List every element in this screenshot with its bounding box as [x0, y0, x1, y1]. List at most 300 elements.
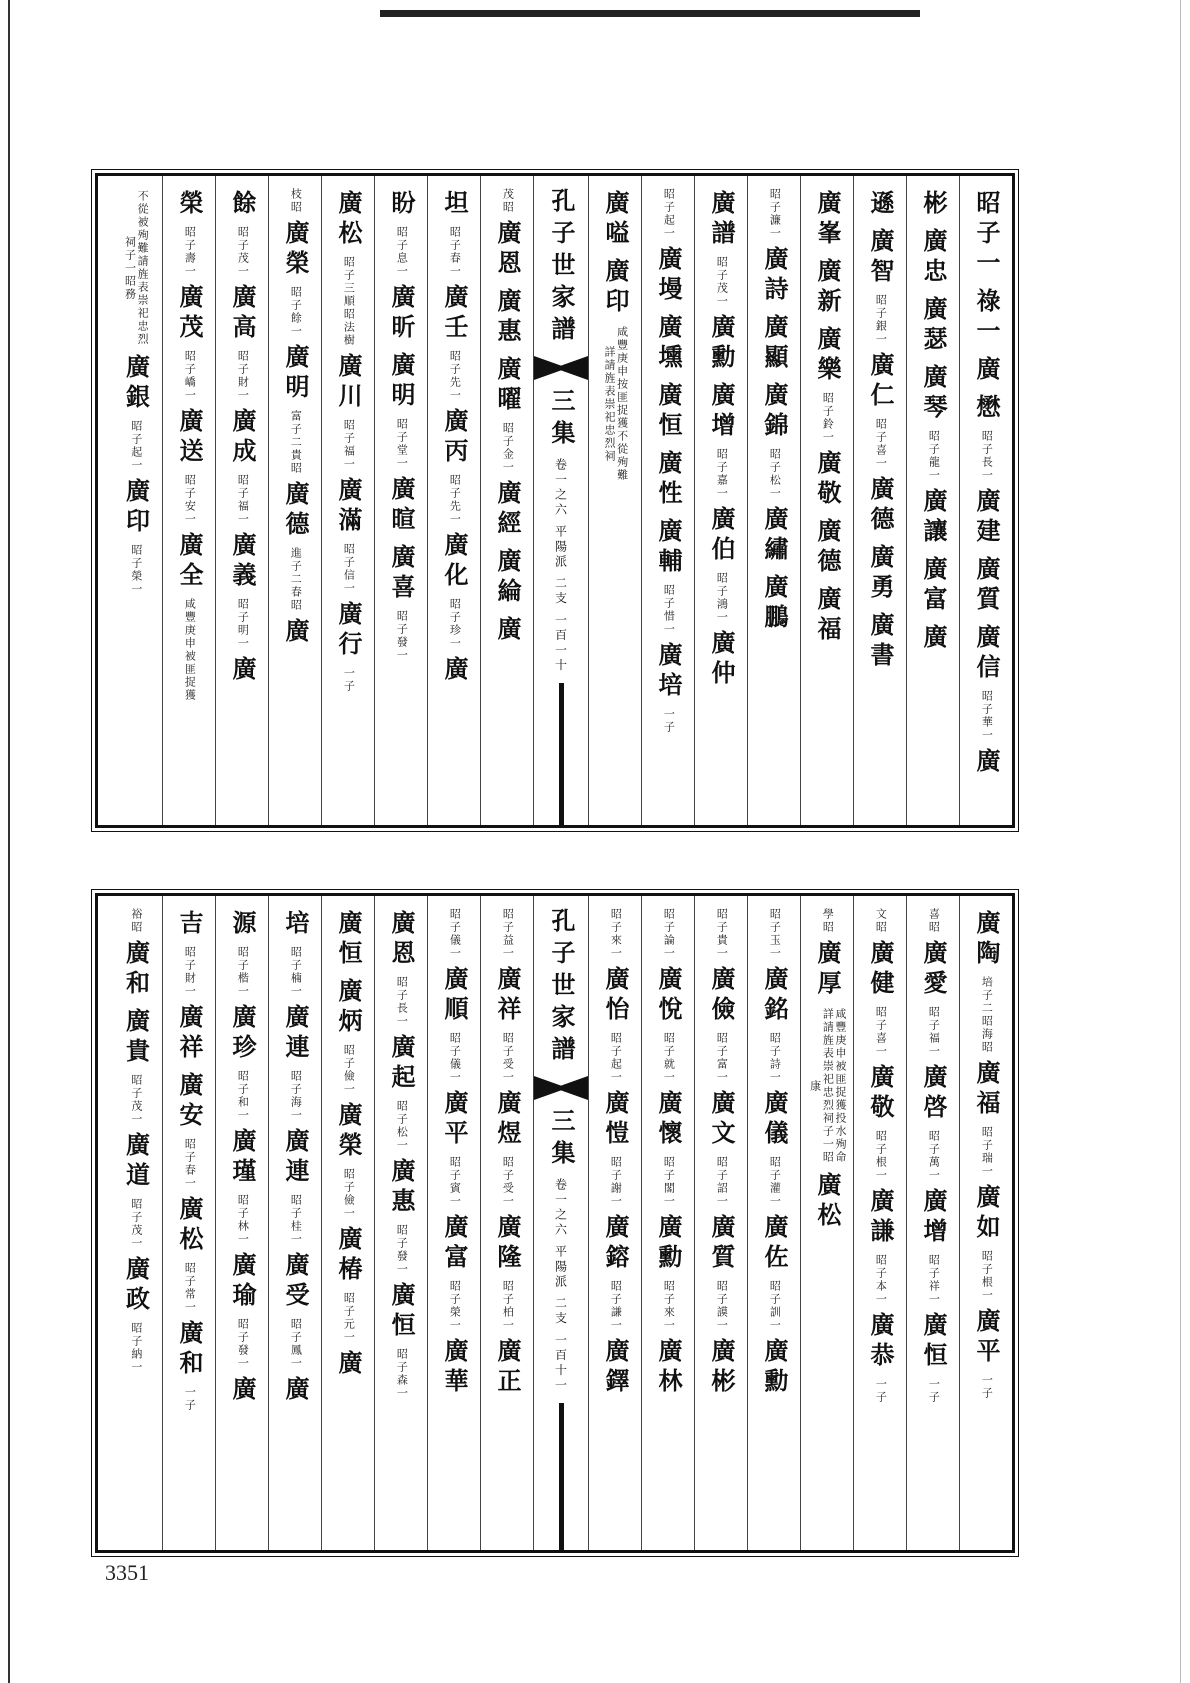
- person-name: 廣瑟: [919, 296, 948, 356]
- person-name: 廣松: [813, 1172, 842, 1232]
- lower-columns: [98, 896, 1012, 1550]
- lineage-note: 昭子惜一: [662, 584, 676, 636]
- upper-left-column: [109, 176, 162, 825]
- person-name: 廣: [228, 656, 257, 686]
- book-spine-column: [533, 896, 588, 1550]
- lineage-note: 昭子春一: [183, 1138, 197, 1190]
- person-name: 廣連: [281, 1004, 310, 1064]
- person-name: 廣和: [121, 940, 151, 1000]
- book-title: 孔子世家譜: [547, 188, 576, 348]
- lineage-note: 昭子謝一: [609, 1156, 623, 1208]
- lineage-note: 昭子茂一: [715, 256, 729, 308]
- lower-left-column: [268, 896, 321, 1550]
- person-name: 廣順: [440, 966, 469, 1026]
- lineage-note: 昭子壽一: [183, 226, 197, 278]
- person-name: 吉: [175, 910, 204, 940]
- person-name: 廣起: [387, 1034, 416, 1094]
- person-name: 廣經: [493, 480, 522, 540]
- person-name: 廣富: [919, 556, 948, 616]
- person-name: 廣鵬: [760, 574, 789, 634]
- person-name: 源: [228, 910, 257, 940]
- person-name: 廣佐: [760, 1214, 789, 1274]
- upper-left-column: [427, 176, 480, 825]
- person-name: 廣富: [440, 1214, 469, 1274]
- lineage-note: 昭子發一: [395, 610, 409, 662]
- person-name: 廣錦: [760, 382, 789, 442]
- lineage-note: 昭子喜一: [874, 418, 888, 470]
- lineage-note: 昭子松一: [768, 448, 782, 500]
- lineage-note: 昭子祥一: [927, 1254, 941, 1306]
- person-name: 廣榮: [334, 1102, 363, 1162]
- upper-right-column: [800, 176, 853, 825]
- lineage-note: 昭子常一: [183, 1262, 197, 1314]
- lower-left-column: [374, 896, 427, 1550]
- lineage-note: 學昭: [821, 908, 835, 934]
- person-name: 廣如: [972, 1184, 1001, 1244]
- person-name: 廣茂: [175, 284, 204, 344]
- person-name: 廣壎: [654, 314, 683, 374]
- lineage-note: 昭子息一: [395, 226, 409, 278]
- column-entries: [428, 896, 480, 1402]
- lineage-note: 昭子詔一: [715, 1156, 729, 1208]
- lineage-note: 昭子謙一: [609, 1280, 623, 1332]
- lower-right-column: [906, 896, 959, 1550]
- upper-genealogy-table: [95, 173, 1015, 828]
- lineage-note: 昭子茂一: [129, 1198, 143, 1250]
- column-entries: [960, 176, 1012, 782]
- person-name: 廣陶: [972, 910, 1001, 970]
- person-name: 廣謙: [866, 1188, 895, 1248]
- person-name: 廣貴: [121, 1008, 151, 1068]
- lineage-note: 昭子林一: [236, 1194, 250, 1246]
- person-name: 廣恒: [919, 1312, 948, 1372]
- person-name: 廣隆: [493, 1214, 522, 1274]
- lineage-note: 一子: [183, 1386, 197, 1412]
- upper-left-column: [374, 176, 427, 825]
- lineage-note: 昭子起一: [662, 188, 676, 240]
- person-name: 廣惠: [387, 1158, 416, 1218]
- person-name: 廣建: [972, 488, 1001, 548]
- person-name: 廣勇: [866, 544, 895, 604]
- person-name: 廣惠: [493, 288, 522, 348]
- person-name: 廣銘: [760, 966, 789, 1026]
- lineage-note: 昭子和一: [236, 1070, 250, 1122]
- person-name: 彬: [919, 190, 948, 220]
- lineage-note: 昭子春一: [448, 226, 462, 278]
- lineage-note: 一子: [927, 1378, 941, 1404]
- column-entries: [322, 896, 374, 1384]
- person-name: 廣椿: [334, 1226, 363, 1286]
- lineage-note: 昭子海一: [289, 1070, 303, 1122]
- column-entries: [322, 176, 374, 695]
- fish-tail-mark: [534, 1076, 588, 1100]
- lineage-note: 昭子受一: [501, 1156, 515, 1208]
- lineage-note: 昭子財一: [236, 350, 250, 402]
- person-name: 昭子一: [972, 190, 1001, 280]
- lineage-note: 昭子起一: [129, 420, 143, 472]
- lineage-note: 昭子訓一: [768, 1280, 782, 1332]
- lineage-note: 昭子財一: [183, 946, 197, 998]
- person-name: 廣: [493, 616, 522, 646]
- column-entries: [163, 896, 215, 1414]
- person-name: 廣: [281, 618, 310, 648]
- person-name: 培: [281, 910, 310, 940]
- lower-right-column: [588, 896, 641, 1550]
- lineage-note: 進子二春昭: [289, 547, 303, 612]
- person-name: 遜: [866, 190, 895, 220]
- person-name: 廣勳: [760, 1338, 789, 1398]
- person-name: 廣: [334, 1350, 363, 1380]
- person-name: 廣成: [228, 408, 257, 468]
- upper-left-column: [162, 176, 215, 825]
- person-name: 廣性: [654, 450, 683, 510]
- person-name: 盼: [387, 190, 416, 220]
- person-name: 廣樂: [813, 326, 842, 386]
- person-name: 廣儀: [760, 1090, 789, 1150]
- column-entries: [907, 176, 959, 658]
- person-name: 廣鎔: [601, 1214, 630, 1274]
- person-name: 廣榮: [281, 220, 310, 280]
- lineage-note: 昭子餘一: [289, 286, 303, 338]
- lineage-note: 昭子貴一: [715, 908, 729, 960]
- column-entries: [375, 896, 427, 1402]
- lineage-note: 昭子就一: [662, 1032, 676, 1084]
- lineage-note: 昭子長一: [980, 430, 994, 482]
- column-entries: [748, 896, 800, 1402]
- person-name: 廣炳: [334, 978, 363, 1038]
- column-entries: [269, 896, 321, 1410]
- person-name: 廣曜: [493, 356, 522, 416]
- column-entries: [428, 176, 480, 690]
- column-entries: [642, 176, 694, 736]
- person-name: 廣綸: [493, 548, 522, 608]
- column-entries: [163, 176, 215, 704]
- column-entries: [109, 896, 162, 1376]
- lineage-note: 昭子灌一: [768, 1156, 782, 1208]
- person-name: 廣悅: [654, 966, 683, 1026]
- person-name: 廣仁: [866, 352, 895, 412]
- lineage-note: 喜昭: [927, 908, 941, 934]
- person-name: 廣化: [440, 532, 469, 592]
- person-name: 廣祥: [493, 966, 522, 1026]
- person-name: 廣質: [707, 1214, 736, 1274]
- lineage-note: 昭子發一: [395, 1224, 409, 1276]
- lineage-note: 昭子松一: [395, 1100, 409, 1152]
- lineage-note: 昭子益一: [501, 908, 515, 960]
- person-name: 廣怡: [601, 966, 630, 1026]
- person-name: 廣印: [121, 478, 151, 538]
- lineage-note: 昭子儀一: [448, 908, 462, 960]
- column-entries: [109, 176, 162, 598]
- top-scan-mark: [380, 10, 920, 17]
- person-name: 廣昕: [387, 284, 416, 344]
- person-name: 廣恩: [387, 910, 416, 970]
- person-name: 廣敬: [866, 1064, 895, 1124]
- lineage-note: 一子: [342, 667, 356, 693]
- person-name: 廣道: [121, 1132, 151, 1192]
- person-name: 廣: [919, 624, 948, 654]
- column-entries: [375, 176, 427, 664]
- lineage-note: 昭子楷一: [236, 946, 250, 998]
- person-name: 廣林: [654, 1338, 683, 1398]
- lower-right-column: [694, 896, 747, 1550]
- lineage-note: 昭子茂一: [236, 226, 250, 278]
- upper-right-column: [959, 176, 1012, 825]
- lineage-note: 一子: [874, 1378, 888, 1404]
- lineage-note: 培子二昭海昭: [980, 976, 994, 1054]
- book-title: 孔子世家譜: [547, 908, 576, 1068]
- person-name: 廣政: [121, 1256, 151, 1316]
- fish-tail-mark: [534, 356, 588, 380]
- person-name: 廣送: [175, 408, 204, 468]
- person-name: 廣恒: [334, 910, 363, 970]
- person-name: 廣安: [175, 1072, 204, 1132]
- lineage-note: 昭子根一: [980, 1250, 994, 1302]
- person-name: 坦: [440, 190, 469, 220]
- lineage-note: 富子二貴昭: [289, 410, 303, 475]
- volume-info: 卷一之六 平陽派 二支 一百一十: [553, 458, 568, 674]
- lower-left-column: [109, 896, 162, 1550]
- person-name: 廣明: [387, 352, 416, 412]
- lineage-note: 昭子來一: [662, 1280, 676, 1332]
- person-name: 廣嗌: [601, 190, 630, 250]
- person-name: 廣墁: [654, 246, 683, 306]
- lineage-note: 昭子受一: [501, 1032, 515, 1084]
- person-name: 廣滿: [334, 477, 363, 537]
- person-name: 懋: [972, 394, 1001, 424]
- person-name: 廣敬: [813, 450, 842, 510]
- lineage-note: 昭子鈴一: [821, 392, 835, 444]
- column-entries: [216, 896, 268, 1410]
- person-name: 廣壬: [440, 284, 469, 344]
- person-name: 廣明: [281, 344, 310, 404]
- lineage-note: 昭子瑞一: [980, 1126, 994, 1178]
- lineage-note: 昭子詩一: [768, 1032, 782, 1084]
- lineage-note: 昭子儀一: [448, 1032, 462, 1084]
- lineage-note: 昭子閣一: [662, 1156, 676, 1208]
- lineage-note: 昭子富一: [715, 1032, 729, 1084]
- person-name: 廣丙: [440, 408, 469, 468]
- person-name: 廣珍: [228, 1004, 257, 1064]
- person-name: 榮: [175, 190, 204, 220]
- volume-info: 卷一之六 平陽派 二支 一百十一: [553, 1178, 568, 1394]
- person-name: 廣德: [866, 476, 895, 536]
- upper-left-column: [480, 176, 533, 825]
- lineage-note: 昭子榮一: [129, 544, 143, 596]
- person-name: 廣高: [228, 284, 257, 344]
- lineage-note: 昭子堂一: [395, 418, 409, 470]
- person-name: 廣德: [813, 518, 842, 578]
- lower-right-column: [853, 896, 906, 1550]
- lower-left-column: [480, 896, 533, 1550]
- upper-right-column: [906, 176, 959, 825]
- person-name: 廣松: [334, 190, 363, 250]
- person-name: 廣暄: [387, 476, 416, 536]
- lineage-note: 昭子明一: [236, 598, 250, 650]
- person-name: 廣: [972, 356, 1001, 386]
- column-entries: [854, 896, 906, 1406]
- lineage-note: 昭子福一: [342, 419, 356, 471]
- person-name: 廣福: [972, 1060, 1001, 1120]
- person-name: 廣勳: [654, 1214, 683, 1274]
- person-name: 廣印: [601, 258, 630, 318]
- lineage-note: 咸豐庚申按匪捉獲不從殉難詳請旌表崇祀忠烈祠: [603, 326, 629, 482]
- person-name: 廣全: [175, 532, 204, 592]
- upper-columns: [98, 176, 1012, 825]
- lineage-note: 昭子榮一: [448, 1280, 462, 1332]
- lineage-note: 昭子論一: [662, 908, 676, 960]
- person-name: 廣祥: [175, 1004, 204, 1064]
- lineage-note: 昭子福一: [236, 474, 250, 526]
- volume-mark: 三集: [547, 388, 576, 452]
- person-name: 廣智: [866, 228, 895, 288]
- lineage-note: 昭子濂一: [768, 188, 782, 240]
- person-name: 廣恒: [654, 382, 683, 442]
- person-name: 廣譜: [707, 190, 736, 250]
- upper-right-column: [694, 176, 747, 825]
- person-name: 廣顯: [760, 314, 789, 374]
- lineage-note: 昭子根一: [874, 1130, 888, 1182]
- lineage-note: 昭子嘉一: [715, 448, 729, 500]
- lineage-note: 昭子柏一: [501, 1280, 515, 1332]
- lineage-note: 咸豐庚申被匪捉獲投水殉命詳請旌表崇祀忠烈祠子一昭康: [808, 1008, 847, 1164]
- person-name: 廣松: [175, 1196, 204, 1256]
- column-entries: [801, 896, 853, 1236]
- lineage-note: 昭子來一: [609, 908, 623, 960]
- spine-rule: [559, 683, 564, 825]
- person-name: 廣增: [919, 1188, 948, 1248]
- lower-left-column: [321, 896, 374, 1550]
- lineage-note: 昭子先一: [448, 474, 462, 526]
- person-name: 廣: [228, 1376, 257, 1406]
- lineage-note: 昭子儉一: [342, 1168, 356, 1220]
- lineage-note: 昭子信一: [342, 543, 356, 595]
- person-name: 廣書: [866, 612, 895, 672]
- person-name: 廣福: [813, 586, 842, 646]
- person-name: 廣: [440, 656, 469, 686]
- person-name: 廣質: [972, 556, 1001, 616]
- person-name: 廣華: [440, 1338, 469, 1398]
- lineage-note: 昭子珍一: [448, 598, 462, 650]
- column-entries: [269, 176, 321, 652]
- lineage-note: 咸豐庚申被匪捉獲: [183, 598, 197, 702]
- lineage-note: 昭子本一: [874, 1254, 888, 1306]
- lower-genealogy-table: [95, 893, 1015, 1553]
- person-name: 廣信: [972, 624, 1001, 684]
- column-entries: [481, 176, 533, 650]
- lineage-note: 昭子安一: [183, 474, 197, 526]
- person-name: 廣行: [334, 601, 363, 661]
- lineage-note: 昭子元一: [342, 1292, 356, 1344]
- lineage-note: 昭子嶠一: [183, 350, 197, 402]
- lineage-note: 昭子華一: [980, 690, 994, 742]
- page-edge-left: [8, 0, 10, 1683]
- column-entries: [589, 176, 641, 486]
- lineage-note: 一子: [662, 708, 676, 734]
- lineage-note: 昭子福一: [927, 1006, 941, 1058]
- person-name: 廣培: [654, 642, 683, 702]
- lineage-note: 昭子長一: [395, 976, 409, 1028]
- lower-right-column: [800, 896, 853, 1550]
- lineage-note: 昭子銀一: [874, 294, 888, 346]
- lineage-note: 茂昭: [501, 188, 515, 214]
- person-name: 廣懷: [654, 1090, 683, 1150]
- person-name: 廣恩: [493, 220, 522, 280]
- person-name: 廣德: [281, 481, 310, 541]
- person-name: 廣正: [493, 1338, 522, 1398]
- person-name: 廣: [281, 1376, 310, 1406]
- lower-right-column: [959, 896, 1012, 1550]
- lineage-note: 昭子鴻一: [715, 572, 729, 624]
- person-name: 祿一: [972, 288, 1001, 348]
- lineage-note: 昭子楠一: [289, 946, 303, 998]
- lineage-note: 枝昭: [289, 188, 303, 214]
- person-name: 廣讓: [919, 488, 948, 548]
- person-name: 廣銀: [121, 354, 151, 414]
- person-name: 廣勳: [707, 314, 736, 374]
- lower-left-column: [215, 896, 268, 1550]
- person-name: 廣川: [334, 353, 363, 413]
- lineage-note: 裕昭: [129, 908, 143, 934]
- lineage-note: 昭子賓一: [448, 1156, 462, 1208]
- person-name: 廣文: [707, 1090, 736, 1150]
- column-entries: [854, 176, 906, 676]
- upper-right-column: [747, 176, 800, 825]
- column-entries: [589, 896, 641, 1402]
- lower-left-column: [427, 896, 480, 1550]
- column-entries: [801, 176, 853, 650]
- lineage-note: 昭子龍一: [927, 430, 941, 482]
- person-name: 廣連: [281, 1128, 310, 1188]
- person-name: 廣忠: [919, 228, 948, 288]
- lineage-note: 昭子發一: [236, 1318, 250, 1370]
- person-name: 廣增: [707, 382, 736, 442]
- column-entries: [695, 176, 747, 694]
- lineage-note: 不從被殉難請旌表崇祀忠烈祠子一昭務: [123, 190, 150, 346]
- person-name: 廣厚: [813, 940, 842, 1000]
- volume-mark: 三集: [547, 1108, 576, 1172]
- upper-left-column: [215, 176, 268, 825]
- spine-rule: [559, 1403, 564, 1550]
- upper-right-column: [641, 176, 694, 825]
- person-name: 廣鐸: [601, 1338, 630, 1398]
- person-name: 廣峯: [813, 190, 842, 250]
- lineage-note: 昭子儉一: [342, 1044, 356, 1096]
- person-name: 廣繡: [760, 506, 789, 566]
- lineage-note: 昭子鳳一: [289, 1318, 303, 1370]
- person-name: 餘: [228, 190, 257, 220]
- upper-right-column: [588, 176, 641, 825]
- person-name: 廣彬: [707, 1338, 736, 1398]
- person-name: 廣儉: [707, 966, 736, 1026]
- lineage-note: 昭子金一: [501, 422, 515, 474]
- person-name: 廣平: [972, 1308, 1001, 1368]
- lineage-note: 昭子喜一: [874, 1006, 888, 1058]
- lower-right-column: [641, 896, 694, 1550]
- person-name: 廣煜: [493, 1090, 522, 1150]
- column-entries: [960, 896, 1012, 1402]
- person-name: 廣詩: [760, 246, 789, 306]
- person-name: 廣義: [228, 532, 257, 592]
- person-name: 廣瑜: [228, 1252, 257, 1312]
- person-name: 廣和: [175, 1320, 204, 1380]
- person-name: 廣恒: [387, 1282, 416, 1342]
- person-name: 廣琴: [919, 364, 948, 424]
- column-entries: [907, 896, 959, 1406]
- person-name: 廣輔: [654, 518, 683, 578]
- page-number: 3351: [105, 1560, 149, 1585]
- column-entries: [642, 896, 694, 1402]
